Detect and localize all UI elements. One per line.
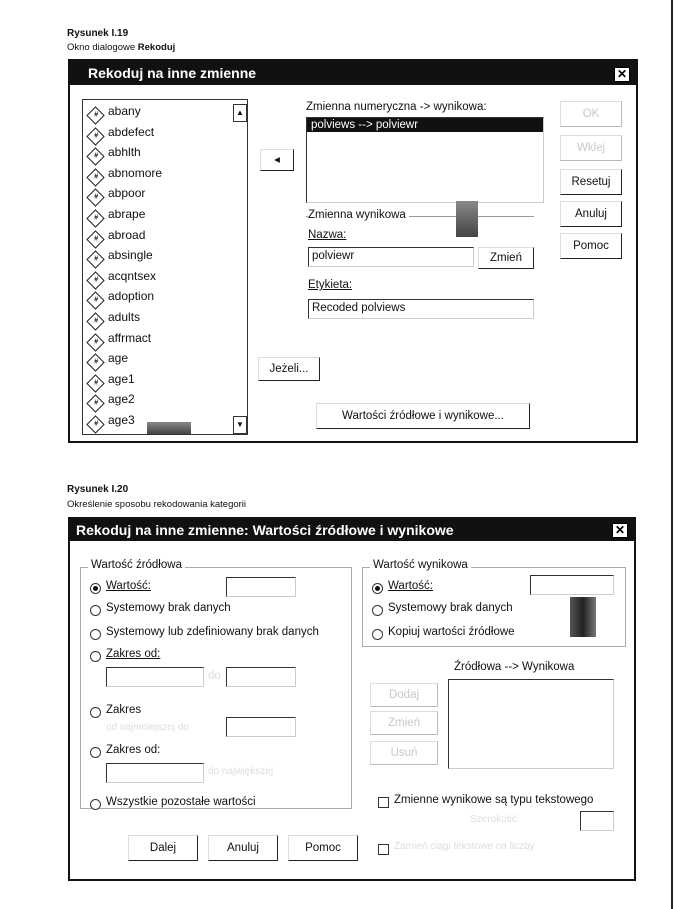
new-sysmis-label: Systemowy brak danych [388, 602, 513, 614]
range-lowest-input[interactable] [226, 717, 296, 737]
close-icon[interactable]: ✕ [612, 523, 628, 538]
numeric-variable-icon: # [86, 353, 104, 371]
variable-name: abroad [108, 227, 146, 242]
numeric-variable-icon: # [86, 292, 104, 310]
string-output-checkbox[interactable] [378, 797, 389, 808]
width-input[interactable] [580, 811, 614, 831]
all-other-label: Wszystkie pozostałe wartości [106, 796, 256, 808]
figure1-caption [67, 42, 175, 53]
old-sysmis-label: Systemowy brak danych [106, 602, 231, 614]
variable-list[interactable] [82, 99, 248, 435]
numeric-variable-icon: # [86, 127, 104, 145]
reset-button[interactable]: Resetuj [560, 169, 622, 195]
string-output-label: Zmienne wynikowe są typu tekstowego [394, 794, 594, 806]
figure1-caption-title: Rysunek I.19 [67, 28, 129, 39]
range-highest-radio[interactable] [90, 747, 101, 758]
range-radio[interactable] [90, 651, 101, 662]
figure1-caption-bold: Rekoduj [137, 42, 176, 53]
scroll-up-icon[interactable]: ▲ [233, 104, 247, 122]
range-highest-input[interactable] [106, 763, 204, 783]
change-button[interactable]: Zmień [370, 711, 438, 735]
variable-item[interactable] [87, 166, 162, 183]
ok-button[interactable]: OK [560, 101, 622, 127]
convert-numeric-checkbox[interactable] [378, 844, 389, 855]
variable-name: adults [108, 310, 141, 324]
numeric-output-label: Zmienna numeryczna -> wynikowa: [306, 101, 487, 113]
range-to-input[interactable] [226, 667, 296, 687]
numeric-variable-icon: # [86, 271, 104, 289]
continue-button[interactable]: Dalej [128, 835, 198, 861]
old-new-list[interactable] [448, 679, 614, 769]
variable-name: abpoor [108, 186, 146, 201]
old-value-label: Wartość: [106, 580, 151, 592]
variable-name: age1 [108, 371, 135, 386]
cancel-button[interactable]: Anuluj [560, 201, 622, 227]
scroll-down-icon[interactable]: ▼ [233, 416, 247, 434]
variable-item[interactable] [87, 207, 145, 224]
move-variable-button[interactable]: ◂ [260, 149, 294, 171]
numeric-variable-icon: # [86, 250, 104, 268]
variable-name: abnomore [108, 165, 163, 180]
range-highest-label: Zakres od: [106, 744, 161, 756]
old-value-group-label: Wartość źródłowa [88, 559, 185, 571]
variable-name: abrape [108, 207, 146, 221]
figure1-caption-text: Okno dialogowe [67, 42, 138, 53]
page-right-rule [671, 0, 673, 909]
variable-name: adoption [108, 289, 155, 304]
recode-dialog-title: Rekoduj na inne zmienne [88, 65, 257, 81]
old-sys-or-user-label: Systemowy lub zdefiniowany brak danych [106, 626, 319, 638]
close-icon[interactable]: ✕ [614, 67, 630, 82]
numeric-variable-icon: # [86, 168, 104, 186]
variable-item[interactable] [87, 310, 140, 327]
variable-item[interactable] [87, 351, 128, 368]
old-sys-or-user-radio[interactable] [90, 629, 101, 640]
name-input[interactable]: polviewr [308, 247, 474, 267]
label-input[interactable]: Recoded polviews [308, 299, 534, 319]
variable-item[interactable] [87, 186, 145, 203]
old-value-radio[interactable] [90, 583, 101, 594]
variable-item[interactable] [87, 289, 154, 306]
new-value-input[interactable] [530, 575, 614, 595]
old-new-dialog-title: Rekoduj na inne zmienne: Wartości źródłowe i wynikowe [76, 522, 454, 538]
change-name-button[interactable]: Zmień [478, 247, 534, 269]
mapping-item-selected[interactable]: polviews --> polviewr [307, 118, 543, 132]
range-from-input[interactable] [106, 667, 204, 687]
variable-name: age [108, 351, 129, 366]
numeric-variable-icon: # [86, 395, 104, 413]
variable-item[interactable] [87, 228, 145, 245]
numeric-variable-icon: # [86, 147, 104, 165]
convert-numeric-label: Zamień ciągi tekstowe na liczby [394, 841, 535, 852]
old-new-list-label: Źródłowa --> Wynikowa [454, 661, 575, 673]
numeric-variable-icon: # [86, 415, 104, 433]
old-new-dialog-titlebar [70, 519, 634, 541]
numeric-variable-icon: # [86, 333, 104, 351]
variable-name: affrmact [108, 330, 152, 345]
variable-name: absingle [108, 248, 153, 263]
variable-item[interactable] [87, 104, 141, 121]
if-button[interactable]: Jeżeli... [258, 357, 320, 381]
variable-name: abhlth [108, 145, 141, 160]
old-sysmis-radio[interactable] [90, 605, 101, 616]
numeric-variable-icon: # [86, 189, 104, 207]
range-through-label: do [208, 670, 221, 682]
cancel-button[interactable]: Anuluj [208, 835, 278, 861]
output-group-label: Zmienna wynikowa [308, 209, 409, 221]
old-new-values-button[interactable]: Wartości źródłowe i wynikowe... [316, 403, 530, 429]
range-lowest-radio[interactable] [90, 707, 101, 718]
name-label: Nazwa: [308, 229, 347, 241]
add-button[interactable]: Dodaj [370, 683, 438, 707]
help-button[interactable]: Pomoc [288, 835, 358, 861]
copy-old-label: Kopiuj wartości źródłowe [388, 626, 515, 638]
variable-item[interactable] [87, 125, 154, 142]
figure2-caption-title: Rysunek I.20 [67, 484, 129, 495]
range-label: Zakres od: [106, 648, 161, 660]
variable-item[interactable] [87, 331, 151, 348]
variable-name: abany [108, 104, 141, 118]
new-value-group-label: Wartość wynikowa [370, 559, 471, 571]
new-value-radio[interactable] [372, 583, 383, 594]
recode-dialog [68, 59, 638, 443]
remove-button[interactable]: Usuń [370, 741, 438, 765]
variable-item[interactable] [87, 269, 156, 286]
all-other-radio[interactable] [90, 799, 101, 810]
range-lowest-through-label: od najmniejszej do [106, 722, 189, 733]
old-value-input[interactable] [226, 577, 296, 597]
width-label: Szerokość [470, 814, 517, 825]
variable-name: acqntsex [108, 268, 157, 283]
scan-artifact-3 [570, 597, 596, 637]
variable-item[interactable] [87, 248, 153, 265]
scan-artifact [147, 422, 191, 434]
variable-name: abdefect [108, 124, 155, 139]
figure2-caption: Określenie sposobu rekodowania kategorii [67, 499, 247, 510]
label-label: Etykieta: [308, 279, 353, 291]
numeric-variable-icon: # [86, 106, 104, 124]
variable-item[interactable] [87, 392, 135, 409]
variable-name: age2 [108, 392, 135, 407]
numeric-variable-icon: # [86, 312, 104, 330]
new-value-label: Wartość: [388, 580, 433, 592]
range-highest-suffix: do największej [208, 766, 274, 777]
copy-old-radio[interactable] [372, 629, 383, 640]
paste-button[interactable]: Wklej [560, 135, 622, 161]
scan-artifact-2 [456, 201, 478, 237]
variable-name: age3 [108, 413, 135, 427]
variable-item[interactable] [87, 413, 135, 430]
recode-dialog-titlebar [70, 61, 636, 85]
mapping-list[interactable] [306, 117, 544, 203]
numeric-variable-icon: # [86, 230, 104, 248]
numeric-variable-icon: # [86, 374, 104, 392]
old-new-dialog [68, 517, 636, 881]
help-button[interactable]: Pomoc [560, 233, 622, 259]
numeric-variable-icon: # [86, 209, 104, 227]
variable-item[interactable] [87, 372, 135, 389]
range-lowest-label: Zakres [106, 704, 142, 716]
new-sysmis-radio[interactable] [372, 605, 383, 616]
variable-item[interactable] [87, 145, 141, 162]
